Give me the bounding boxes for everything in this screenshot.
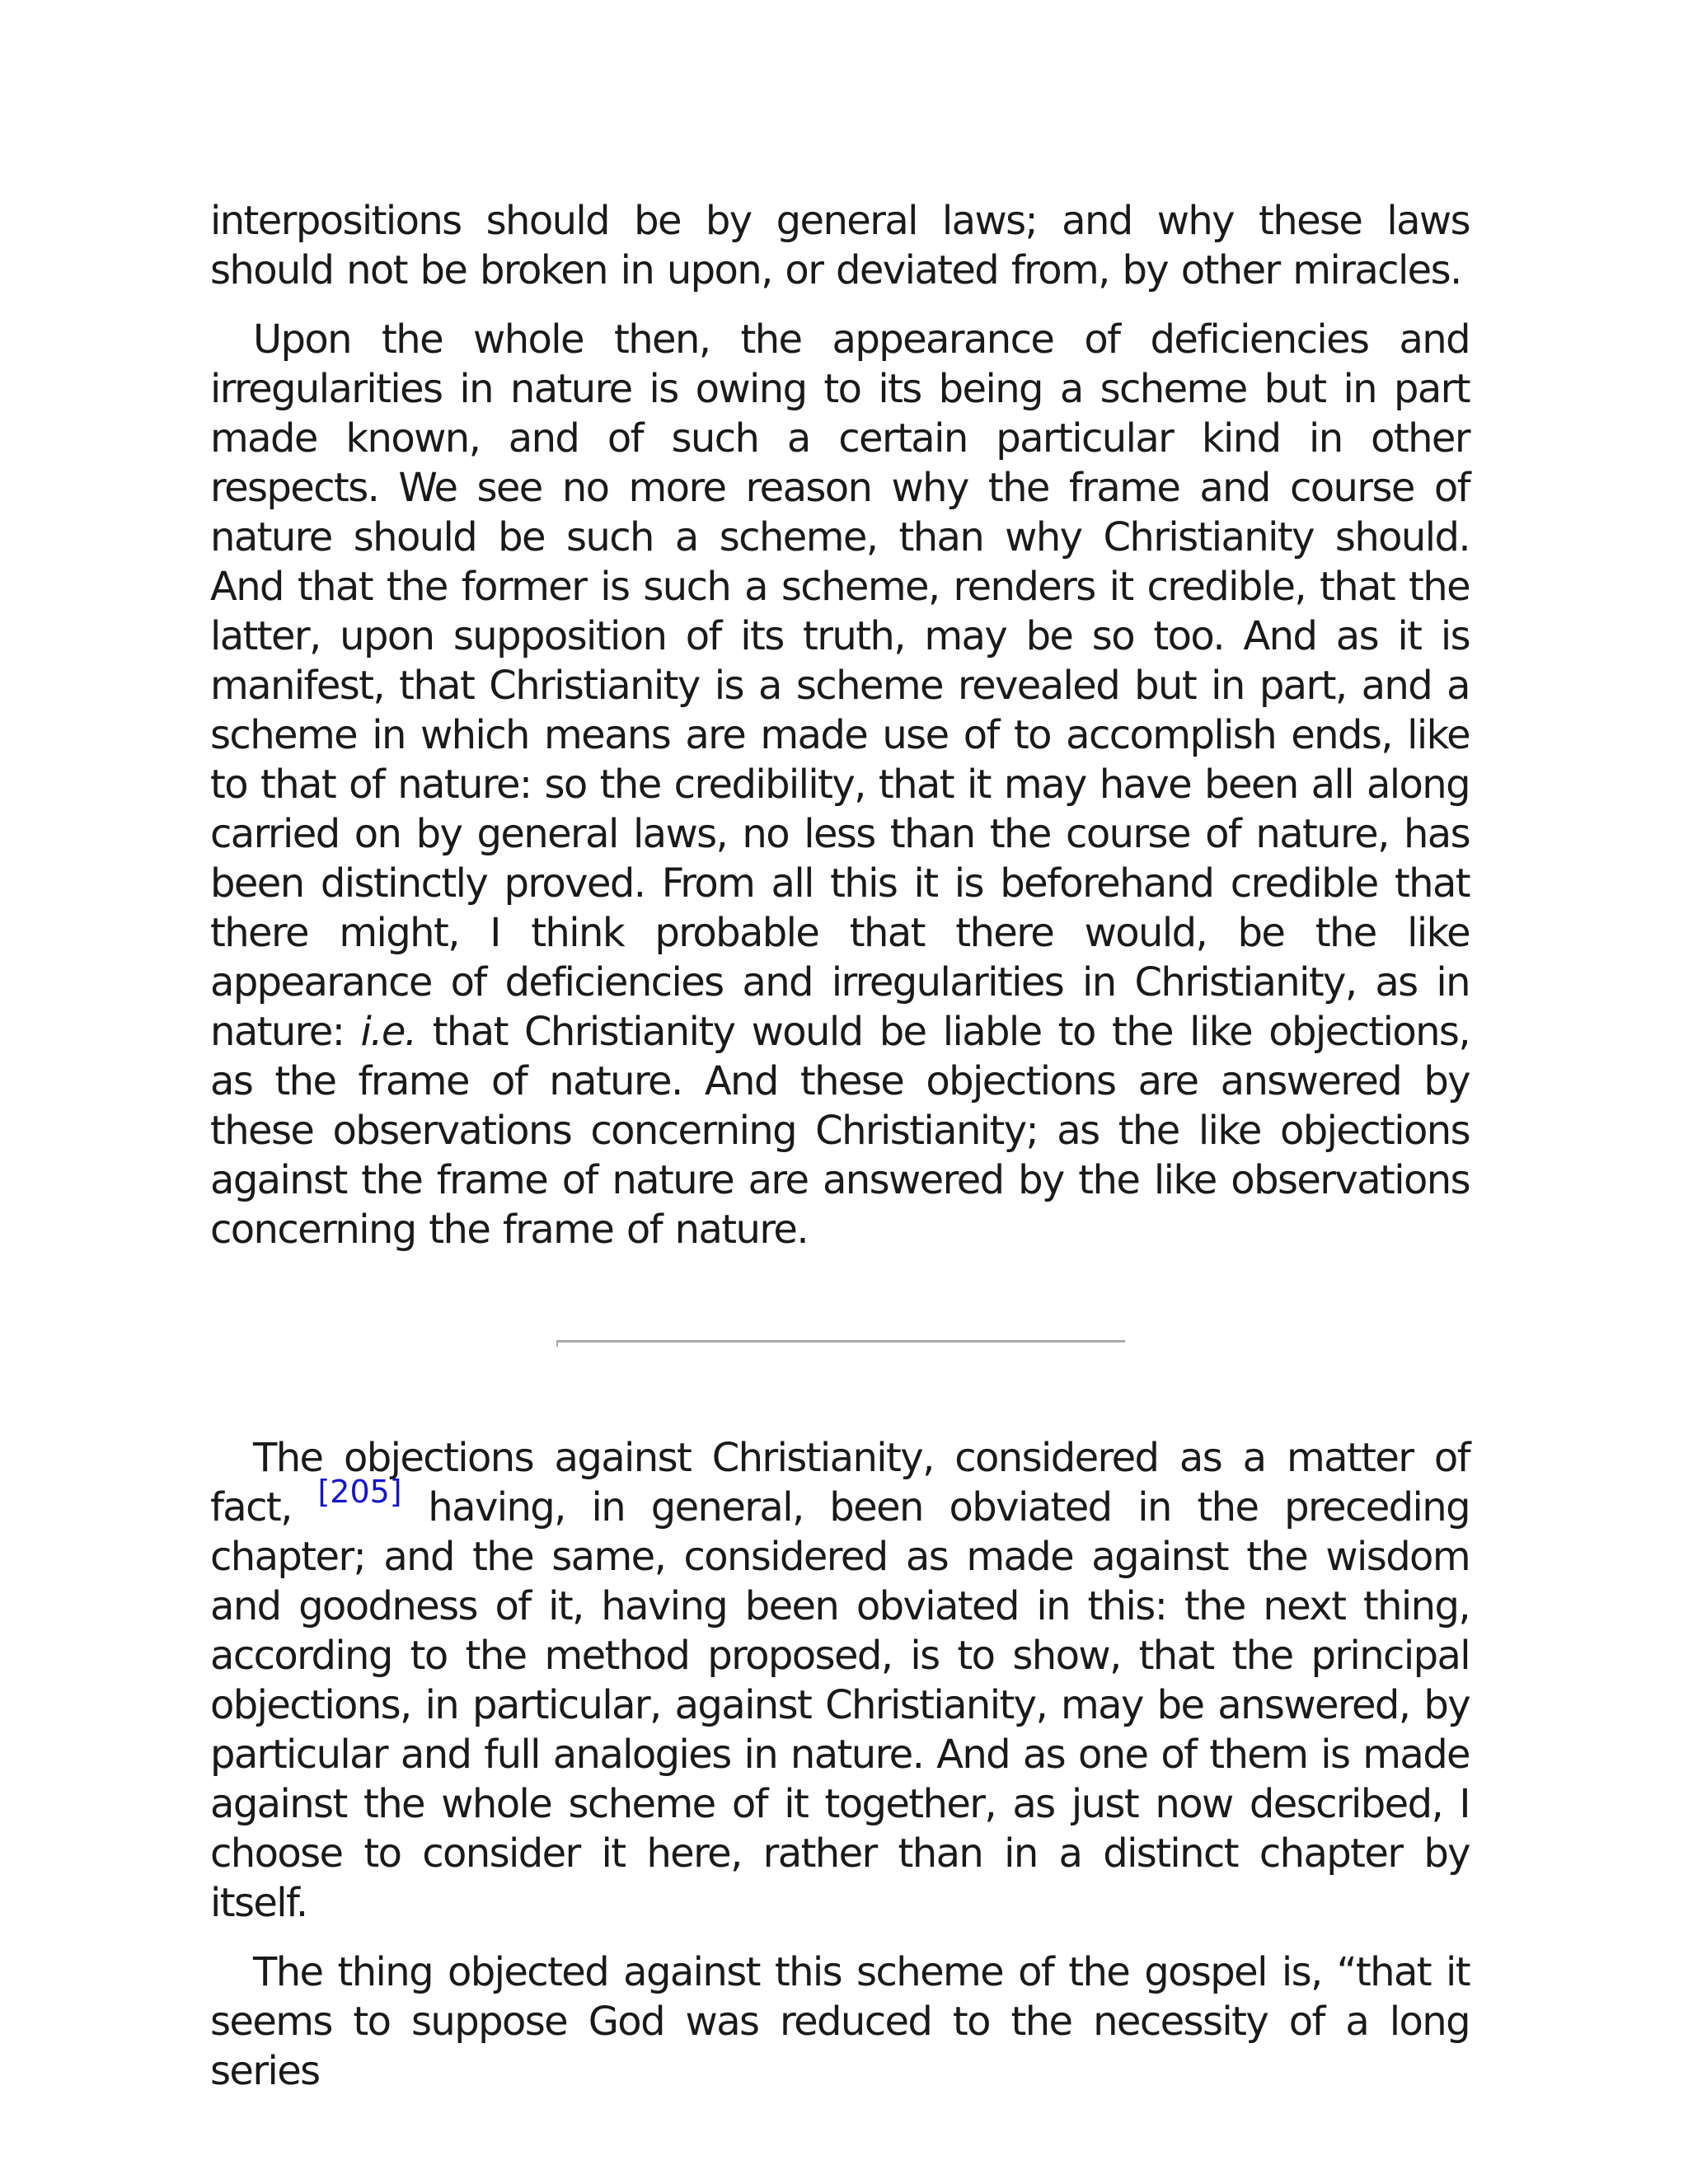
paragraph-text: that Christianity would be liable to the like objections, as the frame of nature. And these objections are answered by these observations concerning Christianity; as the like objections against the frame of nature are answered by the like observations concerning the frame of nature. bbox=[210, 1009, 1470, 1253]
paragraph-continuation bbox=[210, 196, 1470, 295]
section-divider bbox=[556, 1340, 1125, 1347]
paragraph-text: interpositions should be by general laws; and why these laws should not be broken in upon, or deviated from, by other miracles. bbox=[210, 198, 1470, 293]
paragraph-text: The objections against Christianity, considered as a matter of fact, bbox=[210, 1435, 1470, 1530]
paragraph-text: Upon the whole then, the appearance of deficiencies and irregularities in nature is owing to its being a scheme but in part made known, and of such a certain particular kind in other respects. We see no more reason why the frame and course of nature should be such a scheme, than why Christianity should. And that the former is such a scheme, renders it credible, that the latter, upon supposition of its truth, may be so too. And as it is manifest, that Christianity is a scheme revealed but in part, and a scheme in which means are made use of to accomplish ends, like to that of nature: so the credibility, that it may have been all along carried on by general laws, no less than the course of nature, has been distinctly proved. From all this it is beforehand credible that there might, I think probable that there would, be the like appearance of deficiencies and irregularities in Christianity, as in nature: bbox=[210, 316, 1470, 1055]
paragraph-gap bbox=[210, 1928, 1470, 1947]
paragraph-gap bbox=[210, 295, 1470, 315]
paragraph-text: The thing objected against this scheme of the gospel is, “that it seems to suppose God was reduced to the necessity of a long series bbox=[210, 1949, 1470, 2094]
paragraph-upon-the-whole bbox=[210, 315, 1470, 1254]
paragraph-text: having, in general, been obviated in the preceding chapter; and the same, considered as made against the wisdom and goodness of it, having been obviated in this: the next thing, according to the method proposed, is to show, that the principal objections, in particular, against Christianity, may be answered, by particular and full analogies in nature. And as one of them is made against the whole scheme of it together, as just now described, I choose to consider it here, rather than in a distinct chapter by itself. bbox=[210, 1484, 1470, 1926]
paragraph-objections bbox=[210, 1433, 1470, 1928]
section-gap bbox=[210, 1347, 1470, 1433]
document-page bbox=[210, 196, 1470, 2096]
italic-abbreviation: i.e. bbox=[360, 1009, 416, 1055]
footnote-link-205[interactable]: [205] bbox=[317, 1474, 402, 1510]
paragraph-thing-objected bbox=[210, 1947, 1470, 2096]
